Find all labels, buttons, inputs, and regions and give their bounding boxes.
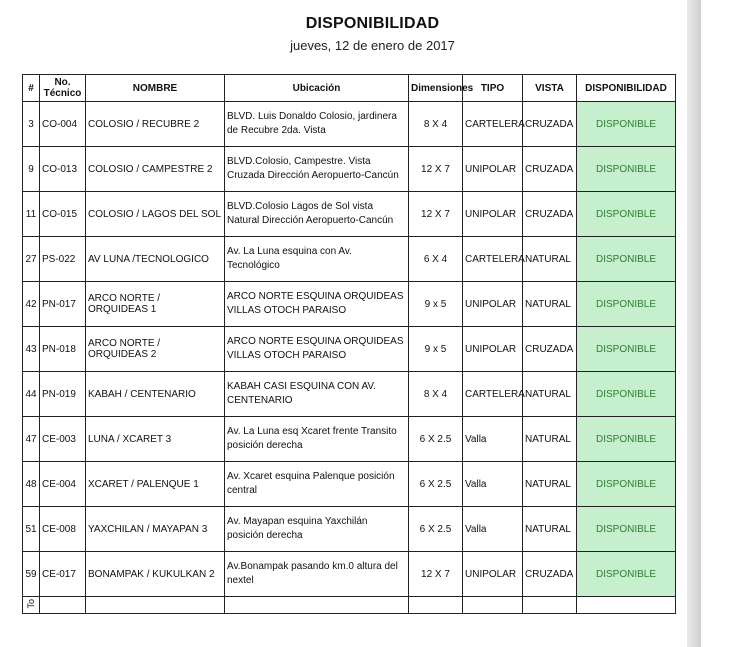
- cell-disponibilidad: DISPONIBLE: [577, 147, 676, 192]
- cell-tipo: Valla: [463, 417, 523, 462]
- cell-empty: [463, 597, 523, 614]
- cell-tipo: UNIPOLAR: [463, 327, 523, 372]
- cell-disponibilidad: DISPONIBLE: [577, 102, 676, 147]
- cell-number: 11: [23, 192, 40, 237]
- availability-table: [22, 74, 676, 614]
- cell-tecnico: PN-018: [40, 327, 86, 372]
- cell-tecnico: PS-022: [40, 237, 86, 282]
- cell-disponibilidad: DISPONIBLE: [577, 327, 676, 372]
- cell-dimensiones: 12 X 7: [409, 192, 463, 237]
- page-edge-shadow: [687, 0, 701, 647]
- cell-nombre: BONAMPAK / KUKULKAN 2: [86, 552, 225, 597]
- cell-number: 27: [23, 237, 40, 282]
- cell-tecnico: CE-004: [40, 462, 86, 507]
- cell-ubicacion: Av. La Luna esquina con Av. Tecnológico: [225, 237, 409, 282]
- cell-tecnico: CO-013: [40, 147, 86, 192]
- cell-empty: [40, 597, 86, 614]
- cell-tecnico: PN-017: [40, 282, 86, 327]
- table-row: [23, 327, 676, 372]
- table-footer-row: [23, 597, 676, 614]
- cell-tecnico: CO-015: [40, 192, 86, 237]
- cell-nombre: KABAH / CENTENARIO: [86, 372, 225, 417]
- cell-number: 44: [23, 372, 40, 417]
- document-date: jueves, 12 de enero de 2017: [290, 38, 455, 53]
- cell-empty: [86, 597, 225, 614]
- cell-tipo: Valla: [463, 462, 523, 507]
- cell-number: 9: [23, 147, 40, 192]
- cell-vista: NATURAL: [523, 417, 577, 462]
- cell-vista: NATURAL: [523, 282, 577, 327]
- table-row: [23, 147, 676, 192]
- table-row: [23, 192, 676, 237]
- cell-tipo: UNIPOLAR: [463, 552, 523, 597]
- cell-vista: NATURAL: [523, 372, 577, 417]
- cell-tipo: CARTELERA: [463, 237, 523, 282]
- cell-ubicacion: Av. Xcaret esquina Palenque posición central: [225, 462, 409, 507]
- cell-number: 48: [23, 462, 40, 507]
- header-dimensiones: Dimensiones: [409, 75, 463, 102]
- cell-number: 3: [23, 102, 40, 147]
- cell-ubicacion: ARCO NORTE ESQUINA ORQUIDEAS VILLAS OTOCH PARAISO: [225, 282, 409, 327]
- cell-dimensiones: 6 X 2.5: [409, 462, 463, 507]
- cell-number: 43: [23, 327, 40, 372]
- cell-nombre: LUNA / XCARET 3: [86, 417, 225, 462]
- cell-vista: NATURAL: [523, 462, 577, 507]
- header-number: #: [23, 75, 40, 102]
- table-row: [23, 507, 676, 552]
- cell-disponibilidad: DISPONIBLE: [577, 372, 676, 417]
- cell-tecnico: CE-017: [40, 552, 86, 597]
- cell-dimensiones: 8 X 4: [409, 102, 463, 147]
- cell-dimensiones: 6 X 2.5: [409, 507, 463, 552]
- header-nombre: NOMBRE: [86, 75, 225, 102]
- cell-tipo: CARTELERA: [463, 102, 523, 147]
- cell-ubicacion: BLVD.Colosio Lagos de Sol vista Natural Dirección Aeropuerto-Cancún: [225, 192, 409, 237]
- cell-dimensiones: 8 X 4: [409, 372, 463, 417]
- cell-empty: [523, 597, 577, 614]
- cell-empty: [225, 597, 409, 614]
- cell-dimensiones: 12 X 7: [409, 552, 463, 597]
- cell-empty: [577, 597, 676, 614]
- cell-nombre: COLOSIO / RECUBRE 2: [86, 102, 225, 147]
- cell-tipo: UNIPOLAR: [463, 147, 523, 192]
- cell-nombre: AV LUNA /TECNOLOGICO: [86, 237, 225, 282]
- header-ubicacion: Ubicación: [225, 75, 409, 102]
- table-header-row: [23, 75, 676, 102]
- cell-ubicacion: Av. Mayapan esquina Yaxchilán posición derecha: [225, 507, 409, 552]
- table-row: [23, 417, 676, 462]
- footer-vertical-label: To: [26, 598, 36, 609]
- table-row: [23, 237, 676, 282]
- table-row: [23, 372, 676, 417]
- cell-ubicacion: Av.Bonampak pasando km.0 altura del nextel: [225, 552, 409, 597]
- cell-vista: NATURAL: [523, 507, 577, 552]
- cell-nombre: ARCO NORTE / ORQUIDEAS 2: [86, 327, 225, 372]
- cell-dimensiones: 6 X 2.5: [409, 417, 463, 462]
- cell-disponibilidad: DISPONIBLE: [577, 552, 676, 597]
- table-row: [23, 552, 676, 597]
- header-disponibilidad: DISPONIBILIDAD: [577, 75, 676, 102]
- cell-vista: NATURAL: [523, 237, 577, 282]
- header-tecnico: No. Técnico: [40, 75, 86, 102]
- cell-dimensiones: 9 x 5: [409, 282, 463, 327]
- cell-tipo: Valla: [463, 507, 523, 552]
- cell-dimensiones: 9 x 5: [409, 327, 463, 372]
- cell-tecnico: CE-008: [40, 507, 86, 552]
- cell-tecnico: PN-019: [40, 372, 86, 417]
- cell-tipo: UNIPOLAR: [463, 282, 523, 327]
- cell-vista: CRUZADA: [523, 147, 577, 192]
- cell-nombre: YAXCHILAN / MAYAPAN 3: [86, 507, 225, 552]
- header-vista: VISTA: [523, 75, 577, 102]
- cell-ubicacion: BLVD. Luis Donaldo Colosio, jardinera de Recubre 2da. Vista: [225, 102, 409, 147]
- cell-empty: [409, 597, 463, 614]
- cell-vista: CRUZADA: [523, 327, 577, 372]
- cell-number: 42: [23, 282, 40, 327]
- cell-number: 47: [23, 417, 40, 462]
- cell-disponibilidad: DISPONIBLE: [577, 192, 676, 237]
- header-tipo: TIPO: [463, 75, 523, 102]
- cell-disponibilidad: DISPONIBLE: [577, 507, 676, 552]
- table-row: [23, 462, 676, 507]
- cell-number: 59: [23, 552, 40, 597]
- cell-disponibilidad: DISPONIBLE: [577, 417, 676, 462]
- cell-nombre: ARCO NORTE / ORQUIDEAS 1: [86, 282, 225, 327]
- cell-ubicacion: Av. La Luna esq Xcaret frente Transito posición derecha: [225, 417, 409, 462]
- cell-ubicacion: BLVD.Colosio, Campestre. Vista Cruzada Dirección Aeropuerto-Cancún: [225, 147, 409, 192]
- cell-nombre: XCARET / PALENQUE 1: [86, 462, 225, 507]
- cell-vista: CRUZADA: [523, 102, 577, 147]
- cell-disponibilidad: DISPONIBLE: [577, 462, 676, 507]
- table-row: [23, 102, 676, 147]
- document-title: DISPONIBILIDAD: [305, 15, 440, 32]
- table-row: [23, 282, 676, 327]
- cell-tipo: UNIPOLAR: [463, 192, 523, 237]
- cell-tipo: CARTELERA: [463, 372, 523, 417]
- cell-vista: CRUZADA: [523, 552, 577, 597]
- cell-number: 51: [23, 507, 40, 552]
- cell-nombre: COLOSIO / CAMPESTRE 2: [86, 147, 225, 192]
- cell-tecnico: CE-003: [40, 417, 86, 462]
- cell-dimensiones: 12 X 7: [409, 147, 463, 192]
- cell-disponibilidad: DISPONIBLE: [577, 237, 676, 282]
- cell-ubicacion: ARCO NORTE ESQUINA ORQUIDEAS VILLAS OTOCH PARAISO: [225, 327, 409, 372]
- cell-footer-first: [23, 597, 40, 614]
- cell-vista: CRUZADA: [523, 192, 577, 237]
- cell-tecnico: CO-004: [40, 102, 86, 147]
- cell-disponibilidad: DISPONIBLE: [577, 282, 676, 327]
- cell-ubicacion: KABAH CASI ESQUINA CON AV. CENTENARIO: [225, 372, 409, 417]
- cell-nombre: COLOSIO / LAGOS DEL SOL: [86, 192, 225, 237]
- cell-dimensiones: 6 X 4: [409, 237, 463, 282]
